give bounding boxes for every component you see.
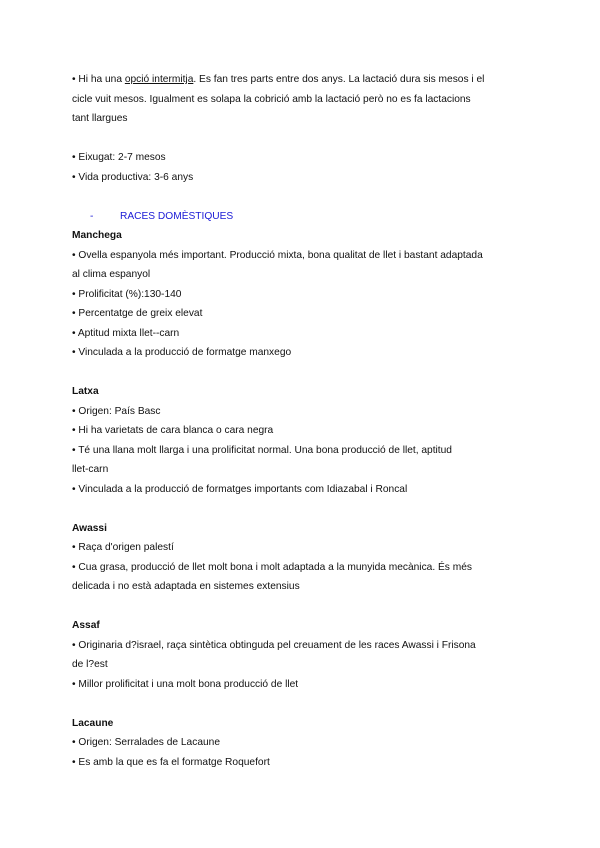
- breed-line: • Es amb la que es fa el formatge Roquefort: [72, 756, 270, 768]
- breed-line: • Origen: País Basc: [72, 405, 161, 417]
- breed-line: • Prolificitat (%):130-140: [72, 288, 182, 300]
- breed-line: • Ovella espanyola més important. Producció mixta, bona qualitat de llet i bastant adaptada: [72, 249, 483, 261]
- stat-line: • Eixugat: 2-7 mesos: [72, 152, 166, 163]
- breed-line: • Té una llana molt llarga i una prolificitat normal. Una bona producció de llet, aptitud: [72, 444, 452, 456]
- underlined-term: opció intermitja: [124, 74, 194, 85]
- document-page: [72, 70, 542, 772]
- breed-line: de l?est: [72, 659, 108, 670]
- breed-title: Awassi: [72, 522, 107, 534]
- breed-title: Latxa: [72, 386, 99, 397]
- breed-line: • Originaria d?israel, raça sintètica obtinguda pel creuament de les races Awassi i Frisona: [72, 639, 476, 651]
- breed-line: • Cua grasa, producció de llet molt bona i molt adaptada a la munyida mecànica. És més: [72, 561, 472, 573]
- breed-line: • Vinculada a la producció de formatges importants com Idiazabal i Roncal: [72, 483, 408, 495]
- breed-title: Lacaune: [72, 717, 114, 729]
- heading-dash: -: [90, 210, 94, 222]
- breed-line: • Aptitud mixta llet--carn: [72, 327, 180, 339]
- breed-line: • Millor prolificitat i una molt bona producció de llet: [72, 678, 299, 690]
- intro-line: tant llargues: [72, 113, 128, 124]
- breed-title: Assaf: [72, 620, 100, 631]
- breed-line: al clima espanyol: [72, 269, 151, 280]
- section-heading: - RACES DOMÈSTIQUES: [90, 207, 542, 227]
- intro-line: cicle vuit mesos. Igualment es solapa la cobrició amb la lactació però no es fa lactacions: [72, 93, 471, 105]
- breed-title: Manchega: [72, 230, 122, 241]
- stat-line: • Vida productiva: 3-6 anys: [72, 171, 194, 183]
- breed-line: • Origen: Serralades de Lacaune: [72, 737, 220, 748]
- intro-line: • Hi ha una opció intermitja. Es fan tres parts entre dos anys. La lactació dura sis mesos i el: [72, 74, 485, 85]
- breed-line: llet-carn: [72, 464, 109, 475]
- breed-line: • Hi ha varietats de cara blanca o cara negra: [72, 425, 274, 436]
- breed-line: • Percentatge de greix elevat: [72, 308, 203, 319]
- breed-line: • Raça d'origen palestí: [72, 542, 174, 553]
- breed-line: • Vinculada a la producció de formatge manxego: [72, 347, 292, 358]
- breed-line: delicada i no està adaptada en sistemes extensius: [72, 581, 300, 592]
